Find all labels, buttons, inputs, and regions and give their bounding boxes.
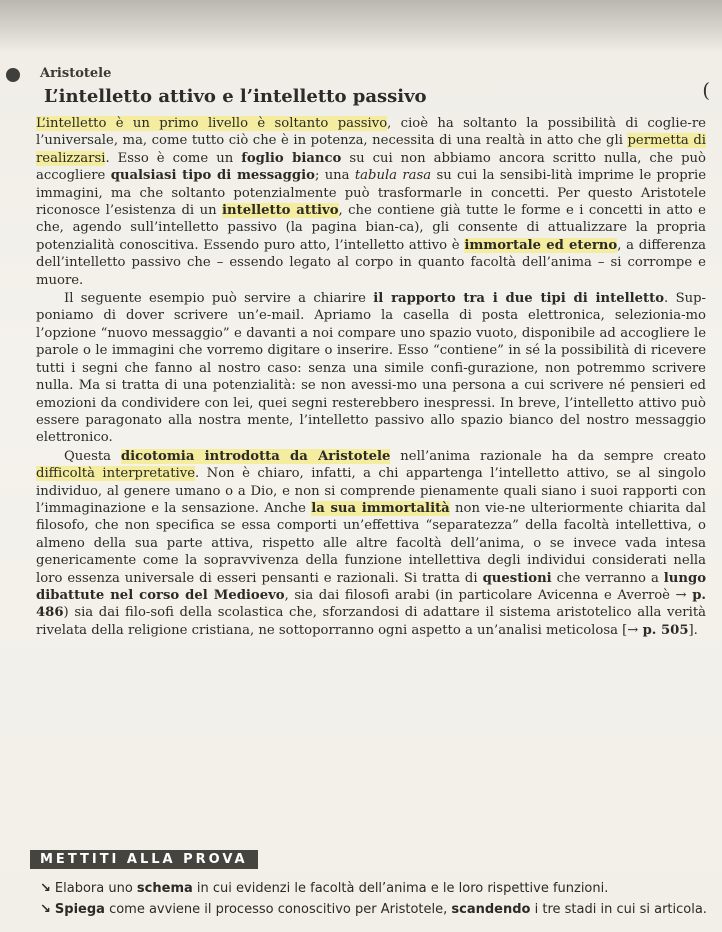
body-text — [36, 115, 706, 639]
highlight: permetta di realizzarsi — [36, 133, 706, 166]
page-reference: p. 486 — [36, 587, 706, 621]
text-run: Il seguente esempio può servire a chiarire — [64, 291, 374, 307]
text-run: , sia dai filosofi arabi (in particolare Avicenna e Averroè → — [284, 587, 693, 603]
text-run: , che contiene già tutte le forme e i concetti in atto e che, agendo sull’intelletto passivo (la pagina bian-ca), gli consente di attualizzare la propria potenzialità conoscitiva. Essendo puro atto, l’intelletto attivo è — [36, 203, 706, 253]
bold-term: intelletto attivo — [222, 203, 339, 219]
text-run: . Non è chiaro, infatti, a chi appartenga l’intelletto attivo, se al singolo individuo, al genere umano o a Dio, e non si comprende pienamente quali siano i suoi rapporti con l’immaginazione e la sensazione. Anche — [36, 466, 706, 516]
bold-term: foglio bianco — [241, 150, 342, 166]
page-top-shadow — [0, 0, 722, 52]
running-head: Aristotele — [40, 66, 112, 81]
bullet-dot-icon — [6, 68, 20, 82]
text-run: nell’anima razionale ha da sempre creato — [390, 448, 706, 464]
text-run: , a differenza dell’intelletto passivo che – essendo legato al corpo in quanto facoltà dell’anima – si corrompe e muore. — [36, 237, 707, 288]
bold-term: immortale ed eterno — [464, 237, 618, 253]
text-run: ; una — [314, 168, 355, 184]
task-1 — [40, 878, 716, 899]
task-2 — [40, 899, 716, 920]
bold-term: il rapporto tra i due tipi di intelletto — [373, 291, 665, 307]
bold-term: dicotomia introdotta da Aristotele — [120, 448, 391, 464]
paragraph-3 — [36, 448, 706, 639]
bold-term: lungo dibattute nel corso del Medioevo — [36, 570, 706, 603]
paragraph-2 — [36, 290, 706, 447]
section-title: L’intelletto attivo e l’intelletto passivo — [44, 86, 427, 107]
text-run: Questa — [64, 448, 121, 464]
exercise-label: METTITI ALLA PROVA — [30, 850, 258, 869]
text-run: i tre stadi in cui si articola. — [530, 902, 707, 917]
margin-bracket-icon: ( — [702, 78, 710, 102]
bold-term: la sua immortalità — [311, 500, 450, 516]
text-run: , cioè ha soltanto la possibilità di coglie-re l’universale, ma, come tutto ciò che è in potenza, necessita di una realtà in atto che gli — [36, 116, 706, 149]
bold-term: schema — [136, 881, 193, 896]
text-run: che verranno a — [551, 570, 664, 586]
bold-term: Spiega — [54, 902, 105, 917]
text-run: ) sia dai filo-sofi della scolastica che, sforzandosi di adattare il sistema aristotelico alla verità rivelata della religione cristiana, ne sottoporranno ogni aspetto a un’analisi meticolosa [→ — [36, 605, 706, 638]
text-run: . Sup-poniamo di dover scrivere un’e-mail. Apriamo la casella di posta elettronica, selezionia-mo l’opzione “nuovo messaggio” e davanti a noi compare uno spazio vuoto, disponibile ad accogliere le parole o le immagini che vorremo digitare o inserire. Esso “contiene” in sé la possibilità di ricevere tutti i segni che fanno al nostro caso: senza una simile confi-gurazione, non potremmo scrivere nulla. Ma si tratta di una potenzialità: se non avessi-mo una persona a cui scrivere né pensieri ed emozioni da condividere con lei, quei segni resterebbero inespressi. In breve, l’intelletto attivo può essere paragonato alla nostra mente, l’intelletto passivo allo spazio bianco del nostro messaggio elettronico. — [36, 291, 706, 446]
arrow-icon: ↘ — [40, 902, 51, 917]
italic-term: tabula rasa — [354, 168, 432, 184]
highlight: L’intelletto è un primo livello è soltanto passivo — [36, 116, 388, 131]
page-reference: p. 505 — [642, 622, 689, 638]
bold-term: scandendo — [451, 902, 531, 917]
highlight: difficoltà interpretative — [36, 466, 196, 482]
text-run: in cui evidenzi le facoltà dell’anima e le loro rispettive funzioni. — [192, 881, 609, 896]
text-run: come avviene il processo conoscitivo per Aristotele, — [104, 902, 452, 917]
text-run: su cui non abbiamo ancora scritto nulla, che può accogliere — [36, 150, 706, 184]
paragraph-1 — [36, 115, 706, 289]
text-run: . Esso è come un — [105, 150, 242, 166]
text-run: su cui la sensibi-lità imprime le proprie immagini, ma che soltanto potenzialmente può trasformarle in concetti. Per questo Aristotele riconosce l’esistenza di un — [36, 168, 707, 219]
text-run: Elabora uno — [54, 881, 137, 896]
text-run: non vie-ne ulteriormente chiarita dal filosofo, che non specifica se essa comporti un’effettiva “separatezza” della facoltà intellettiva, o almeno della sua parte attiva, rispetto alle altre facoltà dell’anima, o se invece vada intesa genericamente come la sopravvivenza della funzione intellettiva degli individui considerati nella loro essenza universale di esseri pensanti e razionali. Si tratta di — [36, 500, 706, 586]
bold-term: questioni — [482, 570, 552, 586]
exercise-tasks — [40, 878, 716, 920]
bold-term: qualsiasi tipo di messaggio — [110, 168, 315, 184]
arrow-icon: ↘ — [40, 881, 51, 896]
text-run: ]. — [688, 622, 698, 638]
